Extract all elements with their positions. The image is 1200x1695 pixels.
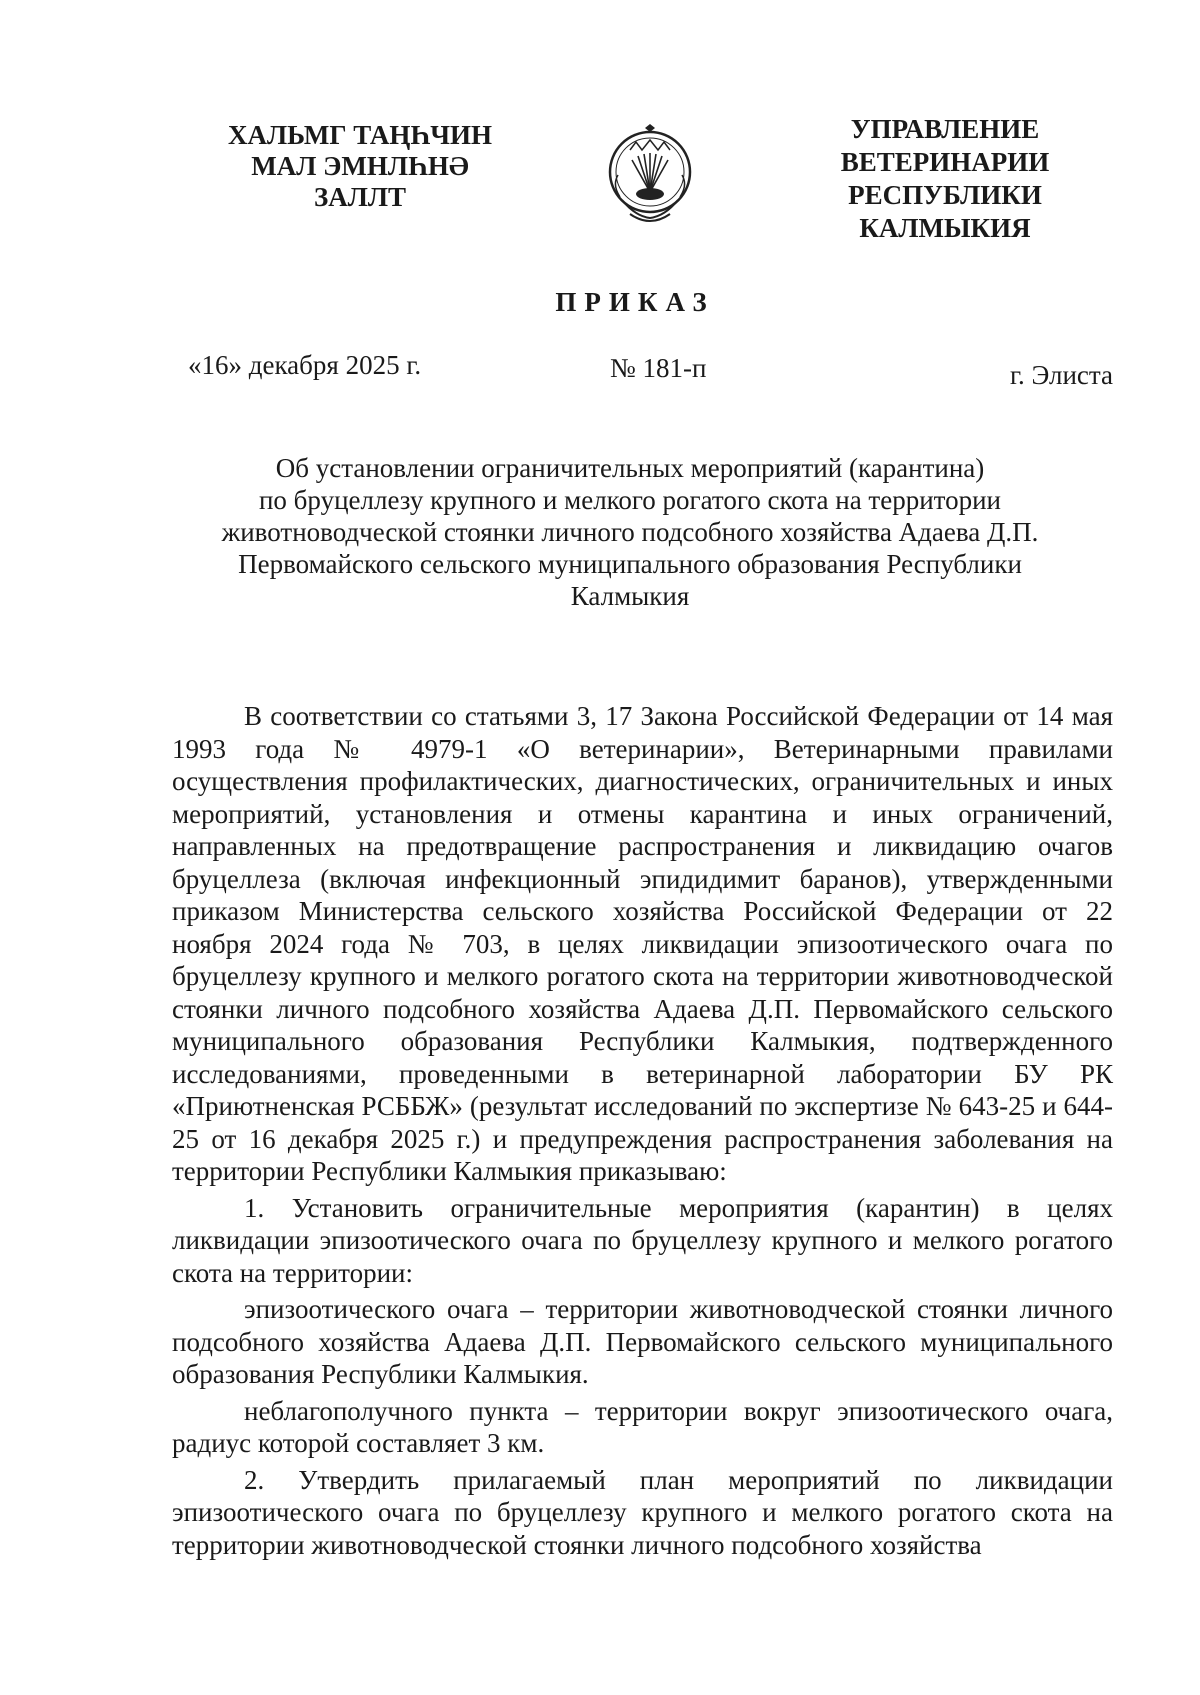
header-right-line: ВЕТЕРИНАРИИ: [840, 147, 1050, 177]
header-right-line: КАЛМЫКИЯ: [859, 213, 1031, 243]
preamble-paragraph: В соответствии со статьями 3, 17 Закона Российской Федерации от 14 мая 1993 года № 4979-1 «О ветеринарии», Ветеринарными правилами осуществления профилактических, диагностических, ограничительных и иных мероприятий, установления и отмены карантина и иных ограничений, направленных на предотвращение распространения и ликвидацию очагов бруцеллеза (включая инфекционный эпидидимит баранов), утвержденными приказом Министерства сельского хозяйства Российской Федерации от 22 ноября 2024 года № 703, в целях ликвидации эпизоотического очага по бруцеллезу крупного и мелкого рогатого скота на территории животноводческой стоянки личного подсобного хозяйства Адаева Д.П. Первомайского сельского муниципального образования Республики Калмыкия, подтвержденного исследованиями, проведенными в ветеринарной лаборатории БУ РК «Приютненская РСББЖ» (результат исследований по экспертизе № 643-25 и 644-25 от 16 декабря 2025 г.) и предупреждения распространения заболевания на территории Республики Калмыкия приказываю:: [172, 701, 1113, 1186]
kalmykia-coat-of-arms-icon: [600, 120, 700, 230]
header-russian-agency-name: [795, 113, 1095, 245]
order-item-2: 2. Утвердить прилагаемый план мероприятий по ликвидации эпизоотического очага по бруцеллезу крупного и мелкого рогатого скота на территории животноводческой стоянки личного подсобного хозяйства: [172, 1464, 1113, 1560]
order-item-1-focus: эпизоотического очага – территории животноводческой стоянки личного подсобного хозяйства Адаева Д.П. Первомайского сельского муниципального образования Республики Калмыкия.: [172, 1294, 1113, 1389]
order-title: ПРИКАЗ: [555, 287, 715, 317]
header-right-line: УПРАВЛЕНИЕ: [850, 114, 1040, 144]
header-left-line: ХАЛЬМГ ТАҢҺЧИН: [227, 120, 493, 150]
subject-line: Калмыкия: [570, 581, 690, 611]
subject-line: Об установлении ограничительных мероприятий (карантина): [275, 453, 985, 483]
order-number: № 181-п: [610, 353, 707, 383]
header-kalmyk-agency-name: [190, 120, 530, 213]
order-body: [172, 700, 1113, 1561]
subject-line: по бруцеллезу крупного и мелкого рогатого скота на территории: [258, 485, 1002, 515]
order-item-1-unfavorable-point: неблагополучного пункта – территории вокруг эпизоотического очага, радиус которой составляет 3 км.: [172, 1395, 1113, 1458]
order-date: «16» декабря 2025 г.: [188, 350, 422, 380]
subject-line: Первомайского сельского муниципального образования Республики: [238, 549, 1022, 579]
order-subject: [170, 452, 1090, 612]
subject-line: животноводческой стоянки личного подсобного хозяйства Адаева Д.П.: [221, 517, 1039, 547]
header-left-line: МАЛ ЭМНЛҺНӘ: [251, 151, 469, 181]
header-left-line: ЗАЛЛТ: [314, 182, 406, 212]
header-right-line: РЕСПУБЛИКИ: [848, 180, 1042, 210]
order-item-1: 1. Установить ограничительные мероприятия (карантин) в целях ликвидации эпизоотического очага по бруцеллезу крупного и мелкого рогатого скота на территории:: [172, 1192, 1113, 1288]
order-city: г. Элиста: [1009, 360, 1113, 390]
